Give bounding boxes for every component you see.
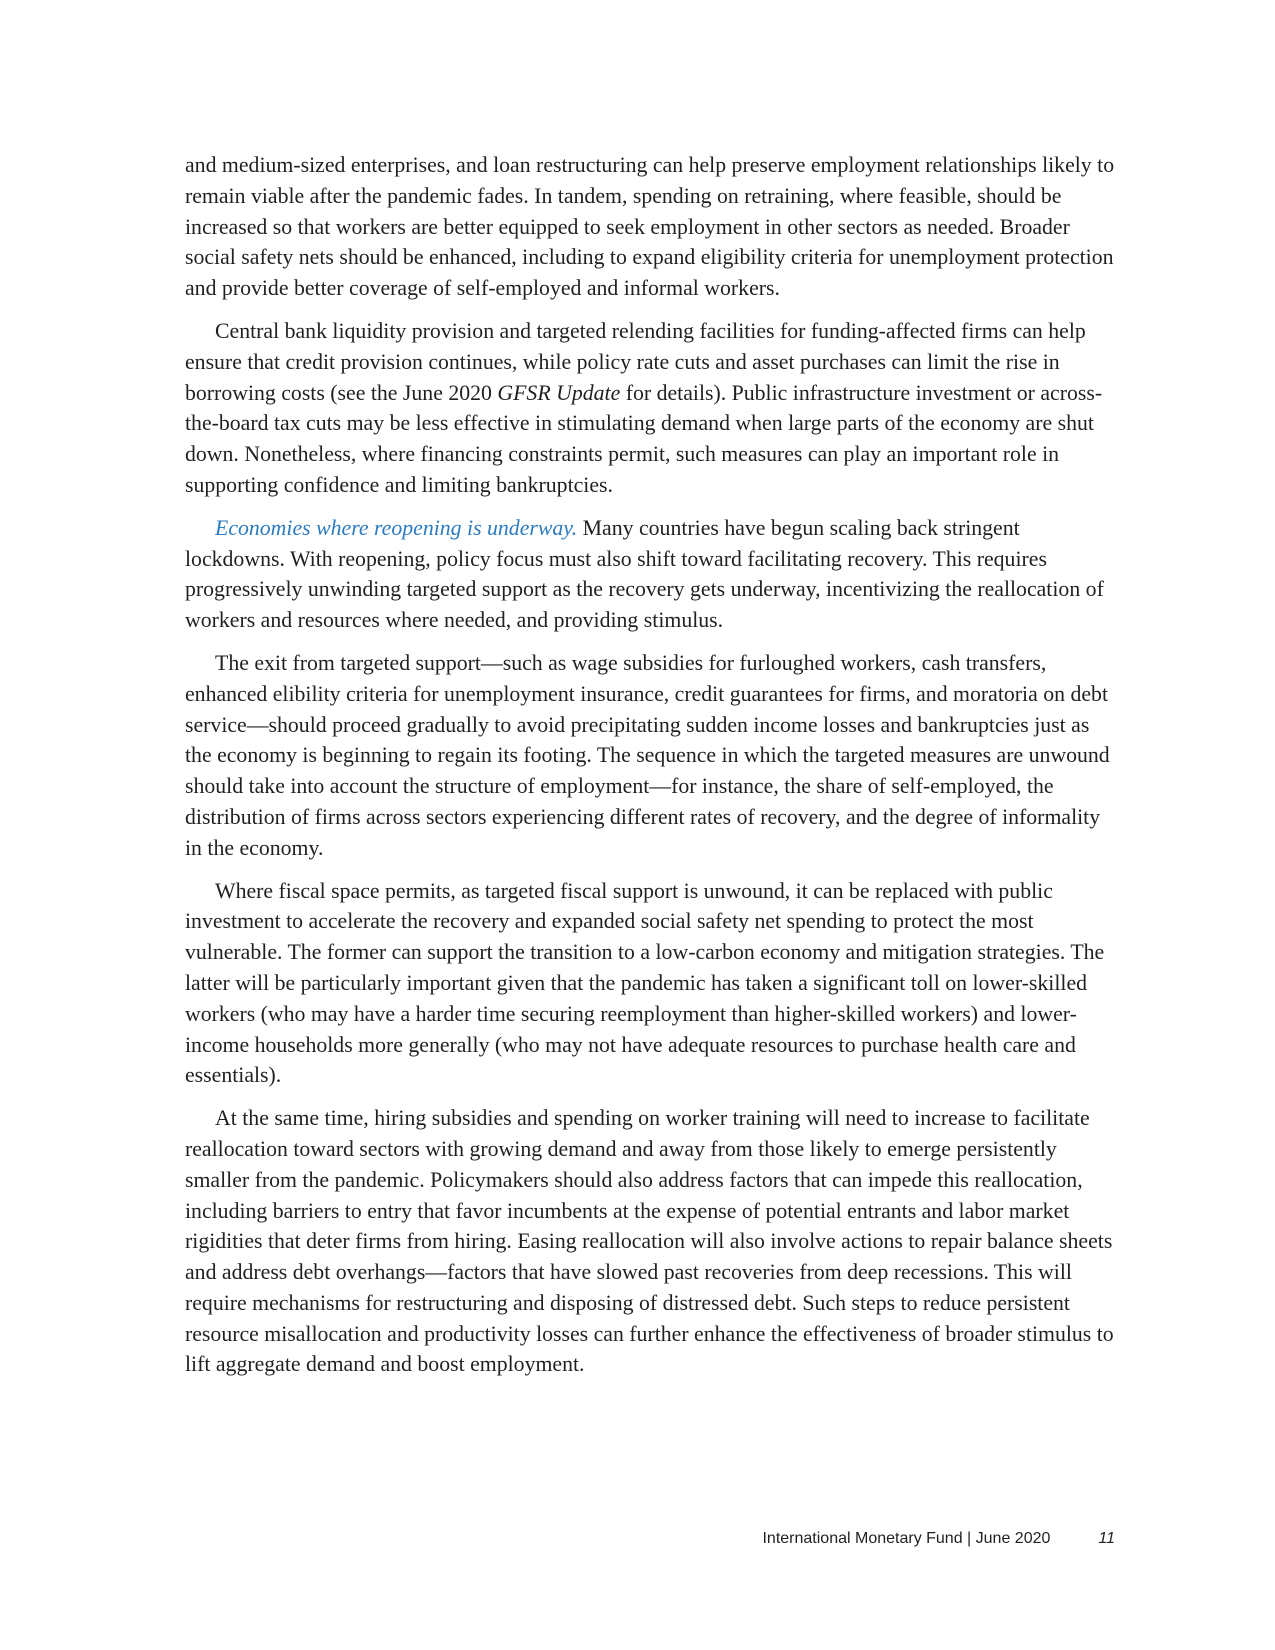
section-lead-in: Economies where reopening is underway. xyxy=(215,515,578,540)
paragraph: and medium-sized enterprises, and loan restructuring can help preserve employment relationships likely to remain viable after the pandemic fades. In tandem, spending on retraining, where feasible, should be increased so that workers are better equipped to seek employment in other sectors as needed. Broader social safety nets should be enhanced, including to expand eligibility criteria for unemployment protection and provide better coverage of self-employed and informal workers. xyxy=(185,153,1115,301)
footer-publication: International Monetary Fund | June 2020 xyxy=(762,1530,1051,1547)
paragraph: Where fiscal space permits, as targeted fiscal support is unwound, it can be replaced with public investment to accelerate the recovery and expanded social safety net spending to protect the most vulnerable. The former can support the transition to a low-carbon economy and mitigation strategies. The latter will be particularly important given that the pandemic has taken a significant toll on lower-skilled workers (who may have a harder time securing reemployment than higher-skilled workers) and lower-income households more generally (who may not have adequate resources to purchase health care and essentials). xyxy=(185,878,1105,1088)
page-footer xyxy=(762,1530,1115,1548)
paragraph-text: Central bank liquidity provision and targeted relending facilities for funding-affected firms can help ensure that credit provision continues, while policy rate cuts and asset purchases can limit the rise in borrowing costs (see the June 2020 xyxy=(185,318,1086,405)
paragraph-text: for details). Public infrastructure investment or across-the-board tax cuts may be less effective in stimulating demand when large parts of the economy are shut down. Nonetheless, where financing constraints permit, such measures can play an important role in supporting confidence and limiting bankruptcies. xyxy=(185,380,1103,497)
paragraph xyxy=(185,316,1115,501)
body-text xyxy=(185,150,1115,1392)
publication-title-italic: GFSR Update xyxy=(497,380,621,405)
paragraph: At the same time, hiring subsidies and spending on worker training will need to increase to facilitate reallocation toward sectors with growing demand and away from those likely to emerge persistently smaller from the pandemic. Policymakers should also address factors that can impede this reallocation, including barriers to entry that favor incumbents at the expense of potential entrants and labor market rigidities that deter firms from hiring. Easing reallocation will also involve actions to repair balance sheets and address debt overhangs—factors that have slowed past recoveries from deep recessions. This will require mechanisms for restructuring and disposing of distressed debt. Such steps to reduce persistent resource misallocation and productivity losses can further enhance the effectiveness of broader stimulus to lift aggregate demand and boost employment. xyxy=(185,1106,1114,1377)
paragraph xyxy=(185,513,1115,636)
paragraph-text: Many countries have begun scaling back stringent lockdowns. With reopening, policy focus must also shift toward facilitating recovery. This requires progressively unwinding targeted support as the recovery gets underway, incentivizing the reallocation of workers and resources where needed, and providing stimulus. xyxy=(185,515,1104,633)
page-number: 11 xyxy=(1098,1530,1115,1547)
paragraph: The exit from targeted support—such as wage subsidies for furloughed workers, cash transfers, enhanced elibility criteria for unemployment insurance, credit guarantees for firms, and moratoria on debt service—should proceed gradually to avoid precipitating sudden income losses and bankruptcies just as the economy is beginning to regain its footing. The sequence in which the targeted measures are unwound should take into account the structure of employment—for instance, the share of self-employed, the distribution of firms across sectors experiencing different rates of recovery, and the degree of informality in the economy. xyxy=(185,650,1110,860)
